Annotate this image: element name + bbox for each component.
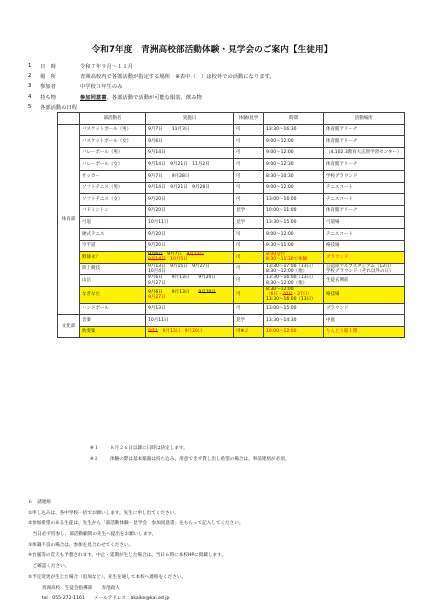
cell-segment: 9月20日	[148, 243, 166, 249]
cell-line	[266, 281, 321, 286]
note-line: ③体調不良の場合は、参加を見合わせてください。	[28, 542, 134, 548]
club-dates	[146, 136, 234, 148]
cell-segment: ・27日）	[292, 292, 312, 298]
cell-line	[326, 139, 402, 144]
cell-line	[266, 297, 321, 302]
cell-segment: 13:30～14:30	[266, 317, 297, 323]
category-cell: 体育部	[58, 124, 80, 315]
cell-line	[148, 269, 231, 274]
club-name: バレーボール（男）	[80, 147, 146, 159]
table-row	[58, 303, 405, 315]
cell-segment: 9:30～11:00	[266, 243, 294, 249]
info-key: 場 所	[40, 74, 56, 81]
cell-line	[326, 306, 402, 311]
club-place	[324, 136, 405, 148]
cell-segment: 9月27日	[148, 280, 166, 286]
cell-line	[326, 174, 402, 179]
cell-line	[148, 243, 231, 248]
club-place	[324, 315, 405, 327]
cell-segment: 13:30～16:00（13日）	[266, 297, 316, 303]
table-row	[58, 170, 405, 182]
cell-segment: テニスコート	[326, 185, 353, 191]
cell-segment: 10月11日	[148, 317, 169, 323]
cell-segment: 9:00～12:00	[266, 150, 294, 156]
cell-line	[148, 257, 231, 262]
table-row	[58, 252, 405, 264]
club-place	[324, 182, 405, 194]
cell-line	[148, 306, 231, 311]
cell-line	[148, 197, 231, 202]
club-name: サッカー	[80, 170, 146, 182]
header-place: 活動場所	[324, 113, 405, 125]
club-dates	[146, 194, 234, 206]
info-row	[28, 81, 398, 91]
club-time	[264, 263, 324, 275]
cell-segment: 9月20日	[184, 329, 203, 335]
cell-segment: 9月6日 9月13日	[148, 289, 199, 295]
cell-segment: 学校グラウンド（それ以外の日）	[326, 269, 394, 275]
cell-segment: 9月13日 9月15日 9月27日	[148, 263, 210, 269]
note-line: tel 055-272-1161 メールアドレス：akaike@kai.ed.jp	[28, 596, 170, 602]
club-dates	[146, 124, 234, 136]
cell-segment: 格技場	[326, 292, 340, 298]
schedule-table	[57, 112, 405, 338]
club-time	[264, 315, 324, 327]
cell-segment: 10月5日	[170, 257, 188, 263]
cell-line	[266, 318, 321, 323]
cell-segment: 8:00受付	[266, 252, 286, 258]
cell-line	[266, 220, 321, 225]
cell-line	[326, 329, 402, 334]
club-time	[264, 303, 324, 315]
club-place	[324, 286, 405, 303]
club-place	[324, 194, 405, 206]
club-time	[264, 252, 324, 264]
cell-line	[326, 127, 402, 132]
club-place	[324, 124, 405, 136]
info-row	[28, 71, 398, 81]
club-time	[264, 182, 324, 194]
club-mode: 可	[234, 159, 264, 171]
header-dates: 実施日	[146, 113, 234, 125]
club-name: 空手道	[80, 240, 146, 252]
club-time	[264, 159, 324, 171]
cell-line	[148, 208, 231, 213]
cell-line	[148, 295, 231, 300]
cell-segment: 9/11	[148, 329, 159, 335]
footnote-mark: ※２	[90, 457, 99, 462]
info-number: 5	[28, 103, 32, 110]
cell-segment: テニスコート	[326, 231, 353, 237]
club-name: 硬式テニス	[80, 228, 146, 240]
info-section	[28, 61, 398, 112]
club-place	[324, 228, 405, 240]
cell-line	[148, 150, 231, 155]
table-row	[58, 263, 405, 275]
cell-segment: 13:30～16:30	[266, 127, 297, 133]
info-value	[80, 93, 398, 101]
club-dates	[146, 170, 234, 182]
club-dates	[146, 275, 234, 287]
note-line: ②参加希望のある生徒は、先生から「部活動体験・見学会 参加同意書」をもらって記入してください。	[28, 521, 244, 527]
club-time	[264, 286, 324, 303]
club-place	[324, 170, 405, 182]
cell-line	[326, 318, 402, 323]
cell-line	[266, 243, 321, 248]
club-mode: 可	[234, 170, 264, 182]
cell-segment: 格技場	[326, 243, 340, 249]
cell-segment: 9月13日	[186, 252, 205, 258]
info-value-text: 、各部活動で活動が可能な服装、飲み物	[106, 94, 202, 101]
club-time	[264, 240, 324, 252]
club-name: バスケットボール（女）	[80, 136, 146, 148]
cell-segment: 9月7日 9月28日	[148, 173, 190, 179]
club-place	[324, 147, 405, 159]
cell-line	[266, 127, 321, 132]
table-row	[58, 275, 405, 287]
club-dates	[146, 240, 234, 252]
cell-line	[266, 329, 321, 334]
cell-line	[266, 208, 321, 213]
club-time	[264, 228, 324, 240]
club-dates	[146, 326, 234, 338]
club-mode: 可	[234, 286, 264, 303]
cell-segment: 9月13日	[148, 306, 166, 312]
info-number: 3	[28, 83, 32, 90]
table-row	[58, 124, 405, 136]
cell-line	[148, 281, 231, 286]
cell-segment: 8:30～12:00	[266, 286, 294, 292]
cell-segment: 13:00～15:00	[266, 306, 297, 312]
note-line: 青洲高校 生徒会指導部 赤池政人	[28, 585, 120, 591]
cell-line	[266, 150, 321, 155]
table-row	[58, 286, 405, 303]
club-dates	[146, 159, 234, 171]
cell-segment: 9月14日 9月21日 11月2日	[148, 162, 210, 168]
cell-line	[326, 255, 402, 260]
cell-line	[326, 220, 402, 225]
footnote-mark: ※１	[90, 446, 99, 451]
footnote	[90, 456, 289, 467]
club-time	[264, 217, 324, 229]
cell-line	[266, 232, 321, 237]
club-mode: 可	[234, 228, 264, 240]
info-key: 持ち物	[40, 94, 56, 101]
cell-segment: 10:00～11:00	[266, 208, 297, 214]
club-place	[324, 263, 405, 275]
cell-line	[148, 162, 231, 167]
table-row	[58, 147, 405, 159]
club-name: 山岳	[80, 275, 146, 287]
club-name: ハンドボール	[80, 303, 146, 315]
note-line: 当日必ず持参し、部活動顧問の先生へ提出をお願いします。	[28, 532, 157, 538]
table-row	[58, 240, 405, 252]
club-mode: 可	[234, 252, 264, 264]
cell-segment: 9:00～12:00	[266, 138, 294, 144]
club-mode: 可※２	[234, 326, 264, 338]
cell-segment: 公認陸アルプスタジアム（13日）	[326, 263, 395, 269]
cell-line	[326, 197, 402, 202]
club-time	[264, 275, 324, 287]
cell-segment: 13:30～17:00（13日）	[266, 263, 316, 269]
club-mode: 見学	[234, 217, 264, 229]
club-time	[264, 205, 324, 217]
club-dates	[146, 252, 234, 264]
cell-line	[326, 243, 402, 248]
info-key: 各部活動の日程	[40, 104, 78, 111]
cell-segment: 13:30～15:00	[266, 220, 297, 226]
club-time	[264, 326, 324, 338]
cell-segment: テニスコート	[326, 196, 353, 202]
cell-line	[266, 197, 321, 202]
cell-line	[266, 269, 321, 274]
club-time	[264, 124, 324, 136]
table-row	[58, 194, 405, 206]
club-name: ソフトテニス（男）	[80, 182, 146, 194]
cell-line	[148, 329, 231, 334]
footnote	[90, 445, 289, 456]
cell-segment: 生徒玄関前	[326, 278, 349, 283]
club-name: 音楽	[80, 315, 146, 327]
cell-segment: 9:00～12:00	[266, 185, 294, 191]
club-dates	[146, 263, 234, 275]
info-number: 2	[28, 73, 32, 80]
cell-segment: グラウンド	[326, 306, 349, 312]
cell-segment: 8:30～11:30で体験	[266, 257, 308, 263]
table-row	[58, 136, 405, 148]
info-key: 参加者	[40, 84, 56, 91]
note-line: ⑤予定変更が生じた場合（追加など）、先生を通して本校へ連絡をください。	[28, 574, 187, 580]
header-time: 時間	[264, 113, 324, 125]
club-time	[264, 136, 324, 148]
club-name: 弓道	[80, 217, 146, 229]
info-row	[28, 92, 398, 102]
club-name: バドミントン	[80, 205, 146, 217]
info-value	[80, 82, 398, 90]
footnote-text: 体験の際は基本楽器は持ち込み。用意できず貸し出し希望の場合は、事前連絡が必須。	[110, 457, 290, 462]
cell-segment: 9月27日	[148, 294, 166, 300]
footnotes	[90, 445, 289, 467]
cell-line	[326, 150, 402, 155]
cell-line	[266, 257, 321, 262]
cell-segment: りんどう館１階	[326, 329, 358, 335]
cell-segment: 9:00～12:30	[266, 162, 294, 168]
table-row	[58, 315, 405, 327]
table-header-row	[58, 113, 405, 125]
cell-line	[326, 269, 402, 274]
cell-segment: 弓道場	[326, 220, 340, 226]
cell-segment: （6日・	[266, 292, 283, 298]
club-dates	[146, 228, 234, 240]
table-row	[58, 217, 405, 229]
cell-segment: 10月11日	[148, 220, 169, 226]
club-place	[324, 240, 405, 252]
cell-segment: 9月14日 9月21日 9月28日	[148, 185, 210, 191]
club-mode: 可	[234, 124, 264, 136]
info-value-text: 令和７年９月～１１月	[80, 64, 133, 71]
cell-line	[148, 139, 231, 144]
club-dates	[146, 303, 234, 315]
note-line: ④台風等の荒天も予想されます。中止・延期が生じた場合は、当日６時に本校HPに掲載します。	[28, 553, 226, 559]
cell-segment: 13:00～16:00	[266, 196, 297, 202]
cell-segment: 9月7日 11月3日	[148, 127, 190, 133]
cell-segment: 9月7日	[162, 252, 187, 258]
cell-segment: 体育館アリーナ	[326, 208, 358, 214]
cell-segment: 9月14日	[148, 150, 166, 156]
club-mode: 可	[234, 194, 264, 206]
cell-line	[326, 162, 402, 167]
club-mode: 見学	[234, 205, 264, 217]
club-dates	[146, 182, 234, 194]
club-place	[324, 205, 405, 217]
cell-segment: 20日	[282, 292, 293, 298]
table-row	[58, 182, 405, 194]
club-mode: 見学	[234, 315, 264, 327]
header-club: 部活動名	[80, 113, 146, 125]
club-dates	[146, 315, 234, 327]
club-place	[324, 326, 405, 338]
club-dates	[146, 147, 234, 159]
club-place	[324, 275, 405, 287]
note-line: ご確認ください。	[28, 564, 70, 570]
cell-line	[148, 185, 231, 190]
info-value-text: 中学校３年生のみ	[80, 84, 123, 91]
info-row	[28, 102, 398, 112]
info-value	[80, 72, 398, 80]
cell-segment: グラウンド	[326, 254, 349, 260]
club-dates	[146, 286, 234, 303]
club-mode: 可	[234, 263, 264, 275]
note-line: ①申し込みは、各中学校一括でお願いします。先生に申し出てください。	[28, 510, 179, 516]
cell-segment: 中庭	[326, 317, 335, 323]
table-row	[58, 228, 405, 240]
club-time	[264, 194, 324, 206]
cell-line	[266, 162, 321, 167]
cell-segment: 8:30～12:00（他）	[266, 269, 308, 275]
header-category	[58, 113, 80, 125]
club-mode: 可	[234, 275, 264, 287]
cell-segment: 8:30～12:00（他）	[266, 280, 308, 286]
club-mode: 可	[234, 136, 264, 148]
cell-segment: 9:00～12:00	[266, 231, 294, 237]
info-value	[80, 62, 398, 70]
cell-segment: 9月14日	[148, 257, 166, 263]
cell-segment: 9月20日	[198, 289, 216, 295]
club-name: バレーボール（女）	[80, 159, 146, 171]
club-mode: 可	[234, 303, 264, 315]
cell-line	[148, 127, 231, 132]
club-place	[324, 159, 405, 171]
cell-segment: 体育館アリーナ	[326, 162, 358, 168]
cell-line	[266, 185, 321, 190]
cell-line	[266, 306, 321, 311]
club-mode: 可	[234, 182, 264, 194]
table-row	[58, 159, 405, 171]
cell-line	[148, 174, 231, 179]
notes-section	[28, 499, 398, 606]
table-row	[58, 326, 405, 338]
info-number: 1	[28, 63, 32, 70]
club-time	[264, 170, 324, 182]
cell-segment: 9月20日	[148, 208, 166, 214]
club-dates	[146, 205, 234, 217]
cell-segment: 体育館アリーナ	[326, 127, 358, 133]
cell-segment: 9月20日	[148, 231, 166, 237]
cell-line	[326, 208, 402, 213]
cell-segment: 体育館アリーナ	[326, 138, 358, 144]
cell-line	[326, 185, 402, 190]
cell-line	[148, 232, 231, 237]
club-time	[264, 147, 324, 159]
cell-line	[326, 232, 402, 237]
club-name: 野球永？	[80, 252, 146, 264]
info-row	[28, 61, 398, 71]
cell-segment: 9月6日	[148, 138, 163, 144]
info-number: 4	[28, 93, 32, 100]
document-title: 令和7年度 青洲高校部活動体験・見学会のご案内【生徒用】	[91, 45, 333, 55]
club-name: 吹奏楽	[80, 326, 146, 338]
cell-line	[326, 278, 402, 283]
header-mode: 体験/見学	[234, 113, 264, 125]
club-name: なぎなた	[80, 286, 146, 303]
info-key: 日 時	[40, 64, 56, 71]
cell-line	[326, 292, 402, 297]
club-mode: 可	[234, 147, 264, 159]
cell-segment: 学校グラウンド	[326, 173, 358, 179]
cell-line	[148, 220, 231, 225]
club-name: ソフトテニス（女）	[80, 194, 146, 206]
cell-line	[266, 139, 321, 144]
club-name: バスケットボール（男）	[80, 124, 146, 136]
club-name: 陸上競技	[80, 263, 146, 275]
club-mode: 可	[234, 240, 264, 252]
cell-segment: （4,102.3教育大志賀学習センター）	[326, 150, 402, 156]
cell-segment: 8:30～10:30	[266, 173, 294, 179]
cell-segment: 13:30～16:00（13日）	[266, 275, 316, 281]
club-place	[324, 217, 405, 229]
cell-segment: 10:00～12:00	[266, 329, 297, 335]
consent-form-emphasis: 参加同意書	[80, 94, 107, 101]
cell-segment: 10月4日	[148, 269, 166, 275]
category-cell: 文化部	[58, 315, 80, 338]
notes-heading: ６ 諸連絡	[28, 500, 51, 505]
cell-segment: 9月6日	[148, 252, 163, 258]
club-dates	[146, 217, 234, 229]
cell-segment: 9月6日 9月13日 9月20日	[148, 275, 216, 281]
footnote-text: ８月２６日以降に日時は決定します。	[110, 446, 188, 451]
cell-line	[148, 318, 231, 323]
table-row	[58, 205, 405, 217]
cell-line	[266, 174, 321, 179]
cell-segment: 9月20日	[148, 196, 166, 202]
info-value-text: 青洲高校内で各部活動が指定する場所 ※表中（ ）は校外での活動になります。	[80, 74, 275, 81]
club-place	[324, 303, 405, 315]
club-place	[324, 252, 405, 264]
cell-segment: 9月13日	[158, 329, 185, 335]
